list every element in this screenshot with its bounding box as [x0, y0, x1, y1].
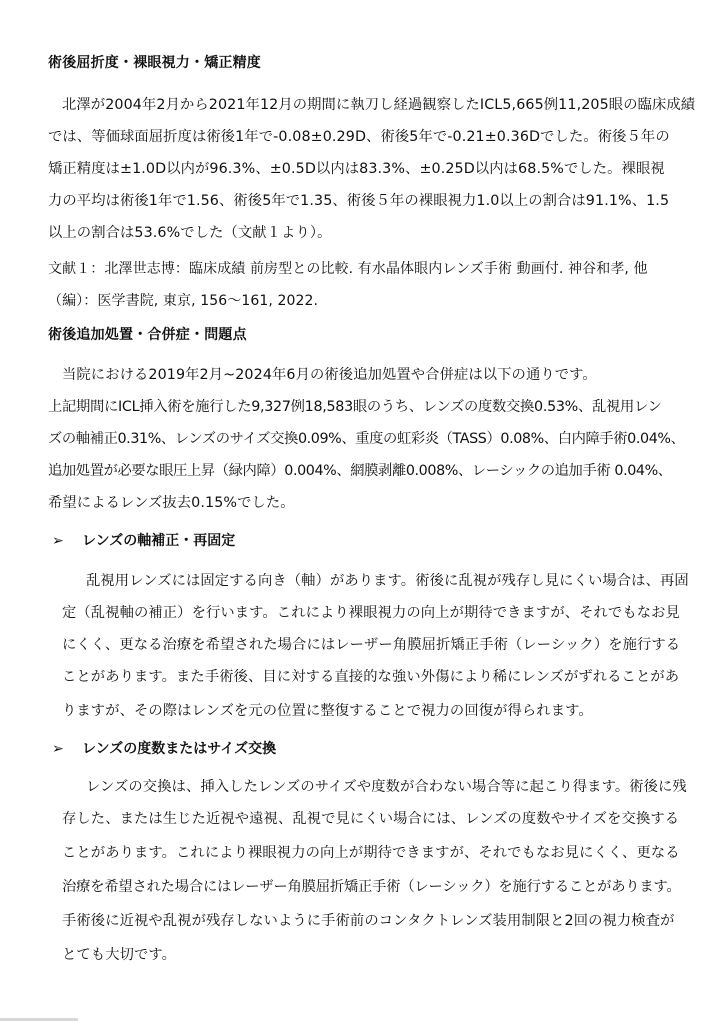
paragraph-line: にくく、更なる治療を希望された場合にはレーザー角膜屈折矯正手術（レーシック）を施行する [62, 637, 681, 653]
paragraph-line: 当院における2019年2月~2024年6月の術後追加処置や合併症は以下の通りです。 [62, 367, 597, 383]
bullet-heading-lens-exchange [52, 738, 276, 758]
arrow-bullet-icon: ➢ [52, 741, 64, 757]
paragraph-line: 北澤が2004年2月から2021年12月の期間に執刀し経過観察したICL5,665例11,205眼の臨床成績 [62, 97, 696, 113]
paragraph-line: 上記期間にICL挿入術を施行した9,327例18,583眼のうち、レンズの度数交換0.53%、乱視用レン [48, 399, 662, 415]
paragraph-line: 存した、または生じた近視や遠視、乱視で見にくい場合には、レンズの度数やサイズを交換する [62, 811, 680, 827]
scan-edge-mark [0, 1018, 78, 1021]
paragraph-line: りますが、その際はレンズを元の位置に整復することで視力の回復が得られます。 [62, 703, 593, 719]
bullet-title: レンズの度数またはサイズ交換 [82, 741, 277, 757]
section-heading-complications: 術後追加処置・合併症・問題点 [48, 327, 247, 343]
paragraph-line: ことがあります。これにより裸眼視力の向上が期待できますが、それでもなお見にくく、更なる [62, 845, 680, 861]
paragraph-line: レンズの交換は、挿入したレンズのサイズや度数が合わない場合等に起こり得ます。術後に残 [86, 779, 687, 795]
paragraph-line: 以上の割合は53.6%でした（文献１より）。 [48, 225, 332, 241]
arrow-bullet-icon: ➢ [52, 533, 64, 549]
paragraph-line: 力の平均は術後1年で1.56、術後5年で1.35、術後５年の裸眼視力1.0以上の割合は91.1%、1.5 [48, 193, 670, 209]
paragraph-line: とても大切です。 [62, 947, 177, 963]
bullet-title: レンズの軸補正・再固定 [82, 533, 236, 549]
reference-line: 文献１：北澤世志博：臨床成績 前房型との比較. 有水晶体眼内レンズ手術 動画付. 神谷和孝, 他 [48, 261, 648, 277]
paragraph-line: 乱視用レンズには固定する向き（軸）があります。術後に乱視が残存し見にくい場合は、再固 [86, 573, 689, 589]
paragraph-line: 矯正精度は±1.0D以内が96.3%、±0.5D以内は83.3%、±0.25D以内は68.5%でした。裸眼視 [48, 161, 665, 177]
paragraph-line: 希望によるレンズ抜去0.15%でした。 [48, 495, 295, 511]
paragraph-line: 追加処置が必要な眼圧上昇（緑内障）0.004%、網膜剥離0.008%、レーシックの追加手術 0.04%、 [48, 463, 672, 479]
paragraph-line: 手術後に近視や乱視が残存しないように手術前のコンタクトレンズ装用制限と2回の視力検査が [62, 913, 675, 929]
paragraph-line: ことがあります。また手術後、目に対する直接的な強い外傷により稀にレンズがずれることがあ [62, 669, 680, 685]
paragraph-line: ズの軸補正0.31%、レンズのサイズ交換0.09%、重度の虹彩炎（TASS）0.08%、白内障手術0.04%、 [48, 431, 685, 447]
paragraph-line: 定（乱視軸の補正）を行います。これにより裸眼視力の向上が期待できますが、それでもなお見 [62, 605, 680, 621]
paragraph-line: 治療を希望された場合にはレーザー角膜屈折矯正手術（レーシック）を施行することがあります。 [62, 879, 681, 895]
reference-line: （編）：医学書院, 東京, 156～161, 2022. [48, 293, 319, 309]
bullet-heading-axis-correction [52, 530, 235, 550]
paragraph-line: では、等価球面屈折度は術後1年で-0.08±0.29D、術後5年で-0.21±0.36Dでした。術後５年の [48, 129, 670, 145]
section-heading-refraction: 術後屈折度・裸眼視力・矯正精度 [48, 55, 261, 71]
